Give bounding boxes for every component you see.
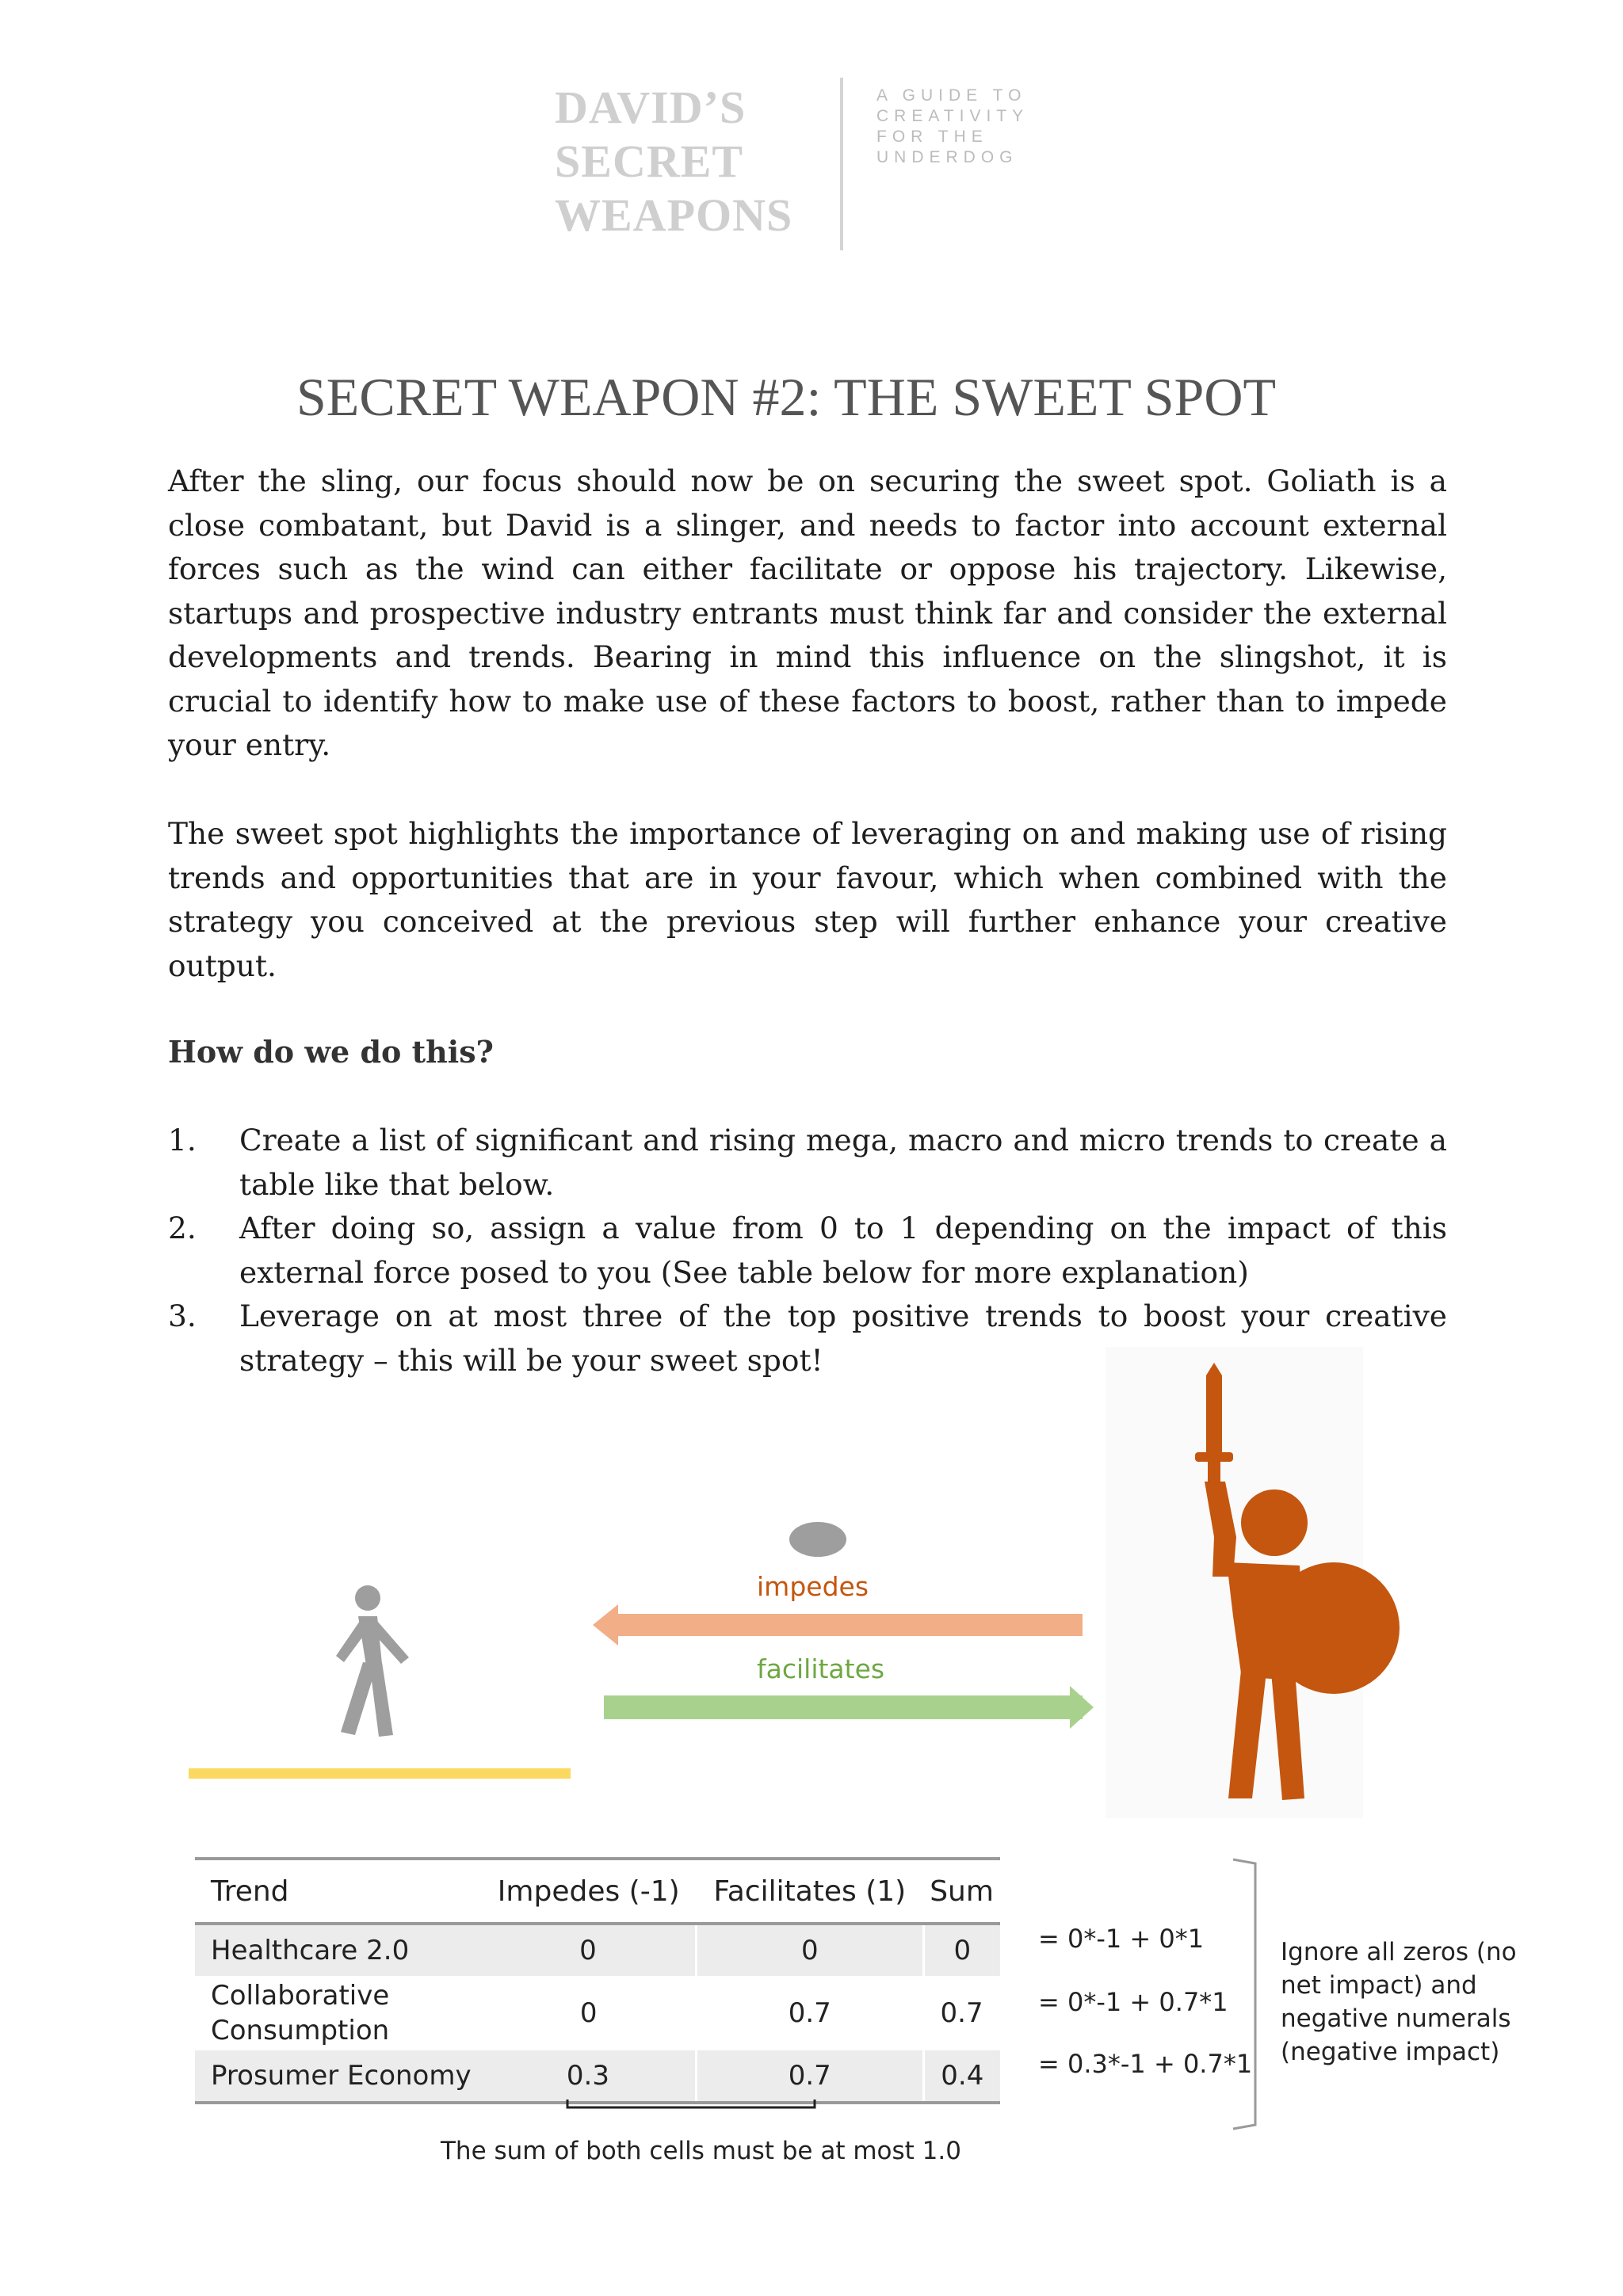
step-number: 1. xyxy=(168,1123,197,1158)
facilitates-cell: 0.7 xyxy=(696,2050,923,2103)
right-bracket-icon xyxy=(1233,1859,1255,2129)
page-title: SECRET WEAPON #2: THE SWEET SPOT xyxy=(296,367,1277,427)
step-text: Leverage on at most three of the top positive trends to boost your creative strategy – this will be your sweet spot! xyxy=(239,1299,1447,1378)
facilitates-cell: 0.7 xyxy=(788,1997,831,2029)
trend-cell: Healthcare 2.0 xyxy=(195,1924,481,1976)
step-number: 2. xyxy=(168,1211,197,1245)
ignore-zeros-note: Ignore all zeros (no net impact) and negative numerals (negative impact) xyxy=(1281,1938,1517,2066)
list-item xyxy=(168,1119,1447,1207)
step-number: 3. xyxy=(168,1299,197,1333)
step-text: Create a list of significant and rising mega, macro and micro trends to create a table like that below. xyxy=(239,1123,1447,1202)
column-header-impedes: Impedes (-1) xyxy=(481,1859,696,1924)
list-item xyxy=(168,1295,1447,1383)
trend-cell: Prosumer Economy xyxy=(195,2050,481,2103)
logo-title-line: DAVID’S xyxy=(555,82,747,133)
table-header-row xyxy=(195,1859,1000,1924)
facilitates-arrow-icon xyxy=(604,1686,1094,1729)
impedes-arrow-icon xyxy=(593,1604,1083,1646)
impedes-label: impedes xyxy=(757,1571,869,1602)
table-row xyxy=(195,1976,1000,2050)
goliath-warrior-icon xyxy=(1195,1363,1400,1800)
intro-paragraph: After the sling, our focus should now be on securing the sweet spot. Goliath is a close combatant, but David is a slinger, and needs to factor into account external forces such as the wind can either facilitate or oppose his trajectory. Likewise, startups and prospective industry entrants must think far and consider the external developments and trends. Bearing in mind this influence on the slingshot, it is crucial to identify how to make use of these factors to boost, rather than to impede your entry. xyxy=(168,463,1447,762)
logo-title-line: WEAPONS xyxy=(555,189,793,241)
steps-list xyxy=(168,1119,1447,1383)
logo-tagline xyxy=(876,86,1067,168)
column-header-facilitates: Facilitates (1) xyxy=(696,1859,923,1924)
sweet-spot-paragraph: The sweet spot highlights the importance of leveraging on and making use of rising trends and opportunities that are in your favour, which when combined with the strategy you conceived at the previous step will further enhance your creative output. xyxy=(168,816,1447,983)
sum-cell: 0 xyxy=(923,1924,1000,1976)
row-formula: = 0*-1 + 0.7*1 xyxy=(1038,1987,1228,2017)
list-item xyxy=(168,1207,1447,1295)
david-walking-icon xyxy=(336,1585,409,1737)
tagline-line: CREATIVITY xyxy=(876,107,1029,125)
sum-cell: 0.7 xyxy=(940,1997,983,2029)
column-header-sum: Sum xyxy=(923,1859,1000,1924)
impedes-cell: 0 xyxy=(481,1924,696,1976)
facilitates-label: facilitates xyxy=(757,1653,885,1684)
table-row xyxy=(195,2050,1000,2103)
tagline-line: A GUIDE TO xyxy=(876,86,1027,105)
impedes-cell: 0 xyxy=(579,1997,598,2029)
logo-divider xyxy=(840,78,843,250)
sum-caption: The sum of both cells must be at most 1.0 xyxy=(441,2137,961,2165)
tagline-line: UNDERDOG xyxy=(876,148,1018,166)
sum-cell: 0.4 xyxy=(923,2050,1000,2103)
row-formula: = 0*-1 + 0*1 xyxy=(1038,1924,1205,1954)
step-text: After doing so, assign a value from 0 to 1 depending on the impact of this external force posed to you (See table below for more explanation) xyxy=(239,1211,1447,1290)
howto-heading: How do we do this? xyxy=(168,1034,494,1070)
logo-title-line: SECRET xyxy=(555,135,744,187)
ground-line xyxy=(189,1768,571,1779)
logo-title xyxy=(555,81,816,242)
impedes-cell: 0.3 xyxy=(481,2050,696,2103)
row-formula: = 0.3*-1 + 0.7*1 xyxy=(1038,2049,1253,2079)
facilitates-cell: 0 xyxy=(696,1924,923,1976)
goliath-background xyxy=(1106,1347,1363,1818)
table-row xyxy=(195,1924,1000,1976)
column-header-trend: Trend xyxy=(195,1859,481,1924)
trend-table xyxy=(195,1857,1000,2104)
tagline-line: FOR THE xyxy=(876,128,988,146)
trend-cell: Collaborative Consumption xyxy=(211,1980,390,2046)
stone-icon xyxy=(789,1522,846,1557)
